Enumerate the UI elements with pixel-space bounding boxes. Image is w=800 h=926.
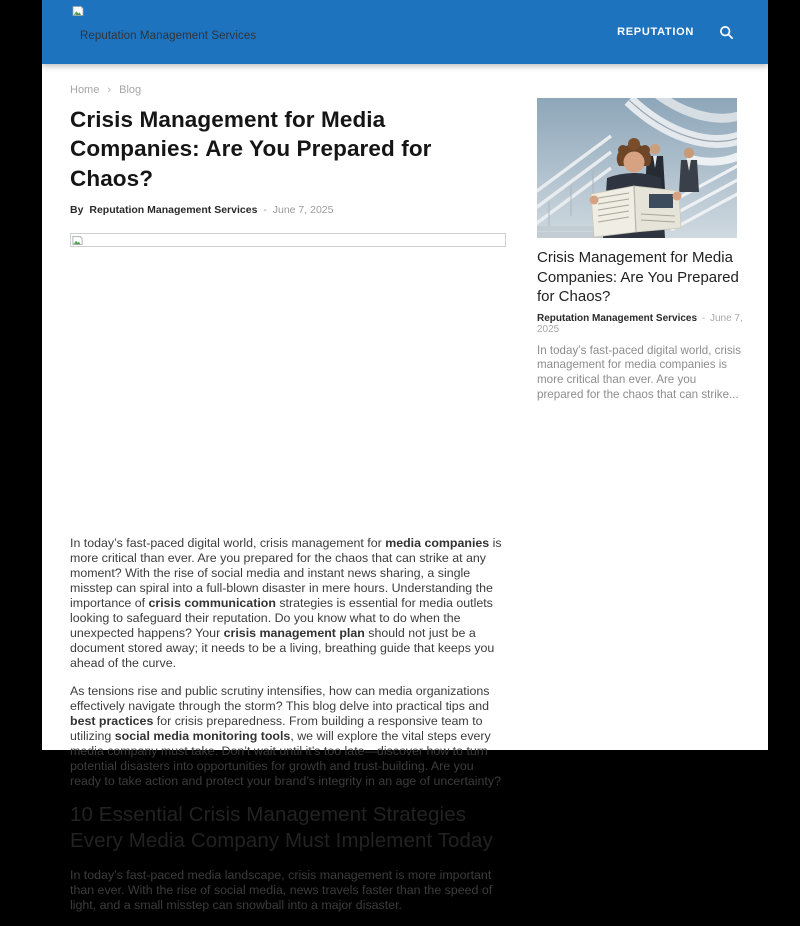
article <box>70 80 506 926</box>
breadcrumb-separator-icon: › <box>107 84 112 96</box>
breadcrumb <box>70 84 506 96</box>
article-title: Crisis Management for Media Companies: Are You Prepared for Chaos? <box>70 107 432 191</box>
related-post-title[interactable]: Crisis Management for Media Companies: Are You Prepared for Chaos? <box>537 249 739 305</box>
related-post-excerpt: In today’s fast-paced digital world, crisis management for media companies is more critical than ever. Are you prepared for the chaos that can strike... <box>537 343 742 401</box>
search-icon[interactable] <box>718 24 734 40</box>
article-body-section <box>70 868 506 913</box>
breadcrumb-blog[interactable]: Blog <box>119 84 142 96</box>
related-byline-separator: - <box>701 312 706 324</box>
article-paragraph: In today’s fast-paced media landscape, crisis management is more important than ever. With the rise of social media, news travels faster than the speed of light, and a small misstep can snowball into a major disaster. <box>70 867 493 912</box>
publish-date: June 7, 2025 <box>272 203 334 216</box>
broken-image-icon <box>72 235 505 246</box>
featured-image-empty-space <box>70 247 506 536</box>
nav-item-reputation[interactable]: REPUTATION <box>617 26 694 38</box>
byline-separator: - <box>263 203 267 216</box>
broken-logo-image-icon <box>72 4 84 16</box>
content-area <box>42 64 768 926</box>
site-header <box>42 0 768 64</box>
article-body-intro <box>70 536 506 789</box>
site-container <box>42 0 768 912</box>
article-paragraph: In today’s fast-paced digital world, crisis management for media companies is more critical than ever. Are you prepared for the chaos that can strike at any moment? With the rise of social media and instant news sharing, a single misstep can spiral into a full-blown disaster in mere hours. Understanding the importance of crisis communication strategies is essential for media outlets looking to safeguard their reputation. Do you know what to do when the unexpected happens? Your crisis management plan should not just be a document stored away; it needs to be a living, breathing guide that keeps you ahead of the curve. <box>70 535 502 670</box>
related-post-byline <box>537 313 743 335</box>
sidebar <box>537 80 743 926</box>
related-post-date: June 7, 2025 <box>537 312 743 335</box>
article-byline <box>70 204 506 216</box>
byline-prefix: By <box>70 203 84 216</box>
header-nav <box>617 0 734 64</box>
related-post-author[interactable]: Reputation Management Services <box>537 312 698 324</box>
breadcrumb-home[interactable]: Home <box>70 84 100 96</box>
related-post-image[interactable] <box>537 98 737 238</box>
featured-image-broken <box>70 233 506 247</box>
section-heading: 10 Essential Crisis Management Strategies Every Media Company Must Implement Today <box>70 802 493 852</box>
article-paragraph: As tensions rise and public scrutiny intensifies, how can media organizations effectively navigate through the storm? This blog delve into practical tips and best practices for crisis preparedness. From building a responsive team to utilizing social media monitoring tools, we will explore the vital steps every media company must take. Don’t wait until it’s too late—discover how to turn potential disasters into opportunities for growth and trust-building. Are you ready to take action and protect your brand’s integrity in an age of uncertainty? <box>70 683 501 788</box>
author-link[interactable]: Reputation Management Services <box>89 203 258 216</box>
site-brand[interactable]: Reputation Management Services <box>80 30 257 42</box>
